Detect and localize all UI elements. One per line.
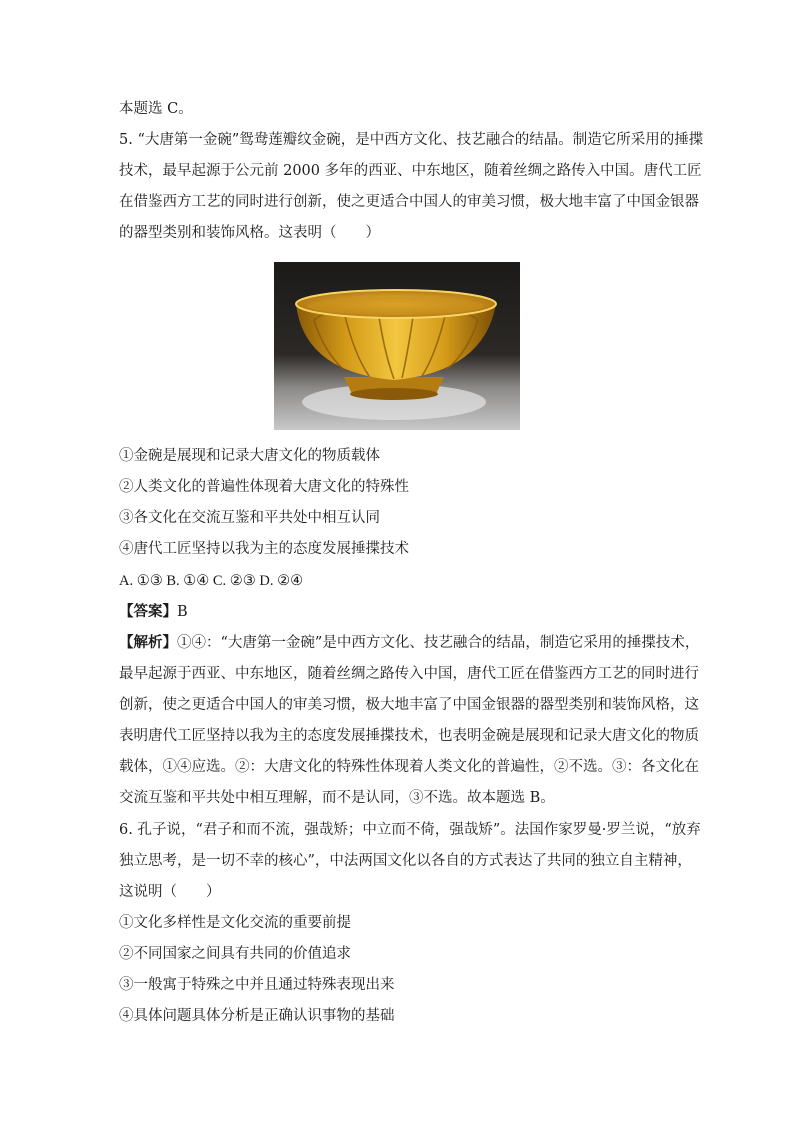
- question-6-text: 这说明（ ）: [119, 884, 221, 900]
- question-5-option: ④唐代工匠坚持以我为主的态度发展捶揲技术: [119, 541, 409, 557]
- analysis-text: 表明唐代工匠坚持以我为主的态度发展捶揲技术，也表明金碗是展现和记录大唐文化的物质: [119, 728, 699, 744]
- analysis-line: [119, 633, 699, 653]
- analysis-text: ①④：“大唐第一金碗”是中西方文化、技艺融合的结晶，制造它采用的捶揲技术，: [177, 635, 700, 651]
- question-5-text: 的器型类别和装饰风格。这表明（ ）: [119, 225, 380, 241]
- question-6-text: 6. 孔子说，“君子和而不流，强哉矫；中立而不倚，强哉矫”。法国作家罗曼·罗兰说，“放弃: [119, 822, 701, 838]
- analysis-text: 最早起源于西亚、中东地区，随着丝绸之路传入中国，唐代工匠在借鉴西方工艺的同时进行: [119, 666, 699, 682]
- gold-bowl-photo: [274, 262, 520, 430]
- question-5-option: ②人类文化的普遍性体现着大唐文化的特殊性: [119, 479, 409, 495]
- question-5-option: ①金碗是展现和记录大唐文化的物质载体: [119, 448, 380, 464]
- analysis-text: 交流互鉴和平共处中相互理解，而不是认同，③不选。故本题选 B。: [119, 790, 555, 806]
- question-6-option: ④具体问题具体分析是正确认识事物的基础: [119, 1008, 395, 1024]
- question-5-text: 技术，最早起源于公元前 2000 多年的西亚、中东地区，随着丝绸之路传入中国。唐代工匠: [119, 163, 702, 179]
- analysis-label: 【解析】: [119, 634, 177, 651]
- question-6-text: 独立思考，是一切不幸的核心”，中法两国文化以各自的方式表达了共同的独立自主精神，: [119, 853, 692, 869]
- question-5-text: 在借鉴西方工艺的同时进行创新，使之更适合中国人的审美习惯，极大地丰富了中国金银器: [119, 194, 699, 210]
- question-5-choices: A. ①③ B. ①④ C. ②③ D. ②④: [119, 573, 304, 589]
- answer-value: B: [177, 604, 188, 620]
- question-6-option: ②不同国家之间具有共同的价值追求: [119, 946, 351, 962]
- question-6-option: ③一般寓于特殊之中并且通过特殊表现出来: [119, 977, 395, 993]
- analysis-text: 载体，①④应选。②：大唐文化的特殊性体现着人类文化的普遍性，②不选。③：各文化在: [119, 759, 699, 775]
- answer-label: 【答案】: [119, 603, 177, 620]
- answer-line: [119, 602, 188, 622]
- analysis-text: 创新，使之更适合中国人的审美习惯，极大地丰富了中国金银器的器型类别和装饰风格，这: [119, 697, 699, 713]
- question-6-option: ①文化多样性是文化交流的重要前提: [119, 915, 351, 931]
- question-5-text: 5. “大唐第一金碗”鸳鸯莲瓣纹金碗，是中西方文化、技艺融合的结晶。制造它所采用的捶揲: [119, 132, 704, 148]
- question-5-option: ③各文化在交流互鉴和平共处中相互认同: [119, 510, 380, 526]
- prev-answer-line: 本题选 C。: [119, 101, 193, 117]
